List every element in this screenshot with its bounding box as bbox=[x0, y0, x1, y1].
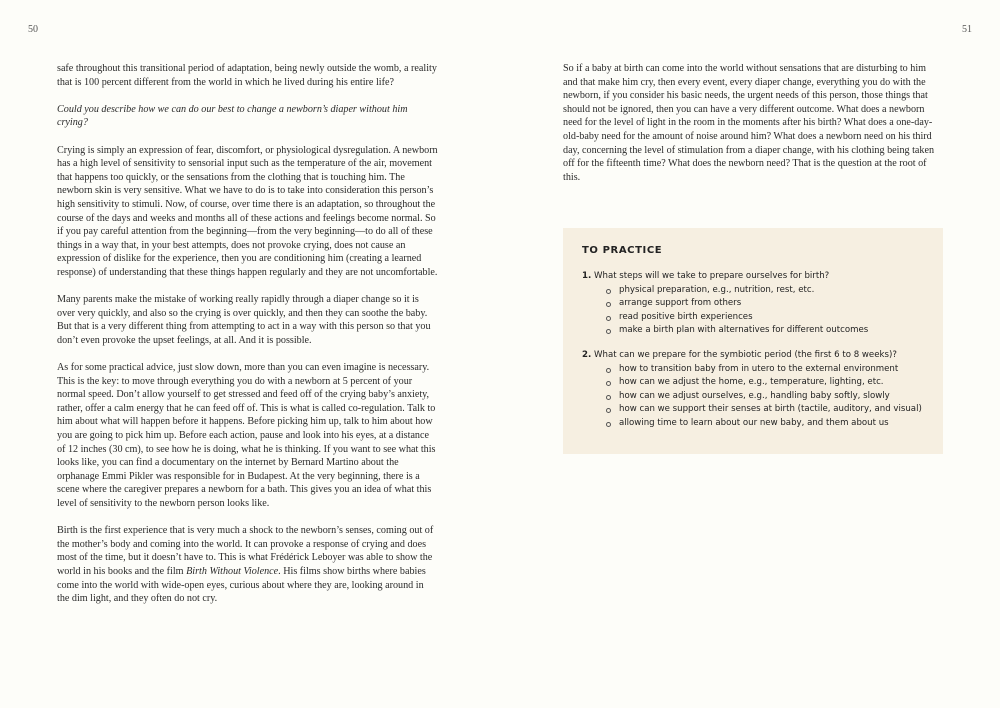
right-text-column bbox=[563, 62, 941, 198]
right-page bbox=[500, 0, 1000, 708]
paragraph: Many parents make the mistake of working really rapidly through a diaper change so it is over very quickly, and also so the crying is over quickly, and then they can soothe the baby. But that is a very different thing from attempting to act in a way with this person so that you don’t even provoke the upset feelings, at all. And it is possible. bbox=[57, 294, 431, 346]
practice-question bbox=[582, 349, 925, 431]
paragraph: As for some practical advice, just slow down, more than you can even imagine is necessary. This is the key: to move through everything you do with a newborn at 5 percent of your normal speed. Don’t allow yourself to get stressed and feed off of the crying baby’s anxiety, rather, offer a calm energy that he can feed off of. This is what is called co-regulation. Talk to him about what will happen before it happens. Before picking him up, talk to him about how you are going to pick him up. Before each action, pause and look into his eyes, at a distance of 12 inches (30 cm), to see how he is doing, what he is thinking. If you want to see what this looks like, you can find a documentary on the internet by Bernard Martino about the orphanage Emmi Pikler was responsible for in Budapest. At the very beginning, there is a scene where the caregiver prepares a newborn for a bath. This gives you an idea of what this level of sensitivity to the newborn person looks like. bbox=[57, 362, 436, 509]
paragraph: safe throughout this transitional period of adaptation, being newly outside the womb, a reality that is 100 percent different from the world in which he lived during his entire life? bbox=[57, 63, 437, 88]
question-number: 1. bbox=[582, 271, 592, 281]
left-text-column bbox=[57, 62, 438, 619]
practice-heading: TO PRACTICE bbox=[582, 245, 663, 256]
practice-question bbox=[582, 270, 925, 338]
paragraph-text-start: Birth is the first experience that is very much a shock to the newborn’s senses, coming out of the mother’s body and coming into the world. It can provoke a response of crying and does most of the time, but it doesn’t have to. This is what Frédérick Leboyer was able to show the world in his books and the film bbox=[57, 525, 434, 577]
page-number-right: 51 bbox=[962, 24, 972, 35]
bullet-item: physical preparation, e.g., nutrition, rest, etc. bbox=[606, 284, 925, 298]
bullet-item: how can we support their senses at birth (tactile, auditory, and visual) bbox=[606, 403, 925, 417]
paragraph: Crying is simply an expression of fear, discomfort, or physiological dysregulation. A newborn has a high level of sensitivity to sensorial input such as the temperature of the air, movement that happens too quickly, or the sensations from the clothing that is touching him. The newborn skin is very sensitive. What we have to do is to take into consideration this person’s high sensitivity to stimuli. Now, of course, over time there is an adaptation, so throughout the course of the days and weeks and months all of these actions and feelings become normal. So if you pay careful attention from the beginning—from the very beginning—to do all of these things in a way that, in your best attempts, does not provoke crying, does not cause an expression of dislike for the experience, then you are conditioning him (creating a learned response) of understanding that these things happen regularly and they are not uncomfortable. bbox=[57, 144, 438, 278]
bullet-item: make a birth plan with alternatives for different outcomes bbox=[606, 324, 925, 338]
page-number-left: 50 bbox=[28, 24, 38, 35]
film-title: Birth Without Violence bbox=[186, 565, 279, 577]
bullet-item: how can we adjust the home, e.g., temperature, lighting, etc. bbox=[606, 376, 925, 390]
question-text: What can we prepare for the symbiotic period (the first 6 to 8 weeks)? bbox=[594, 349, 897, 360]
bullet-item: how to transition baby from in utero to the external environment bbox=[606, 363, 925, 377]
bullet-item: allowing time to learn about our new baby, and them about us bbox=[606, 417, 925, 431]
to-practice-box bbox=[563, 228, 943, 454]
paragraph-text-end: . His films show births where babies come into the world with wide-open eyes, curious about where they are, looking around in the dim light, and they often do not cry. bbox=[57, 565, 426, 605]
question-number: 2. bbox=[582, 349, 592, 360]
bullet-list bbox=[582, 363, 925, 431]
interview-question: Could you describe how we can do our best to change a newborn’s diaper without him crying? bbox=[57, 103, 408, 129]
question-text: What steps will we take to prepare ourselves for birth? bbox=[594, 271, 830, 281]
paragraph bbox=[57, 524, 438, 606]
bullet-item: read positive birth experiences bbox=[606, 311, 925, 325]
paragraph: So if a baby at birth can come into the world without sensations that are disturbing to him and that make him cry, then every event, every diaper change, everything you do with the newborn, if you consider his basic needs, the urgent needs of this person, those things that should not be ignored, then you can have a very different outcome. What does a newborn need for the level of light in the room in the moments after his birth? What does a one-day-old-baby need for the amount of noise around him? What does a newborn need on his third day, concerning the level of stimulation from a diaper change, with his clothing being taken off for the fifteenth time? What does the newborn need? That is the question at the root of this. bbox=[563, 63, 935, 183]
bullet-list bbox=[582, 284, 925, 338]
bullet-item: how can we adjust ourselves, e.g., handling baby softly, slowly bbox=[606, 390, 925, 404]
practice-question-list bbox=[582, 270, 925, 431]
bullet-item: arrange support from others bbox=[606, 297, 925, 311]
